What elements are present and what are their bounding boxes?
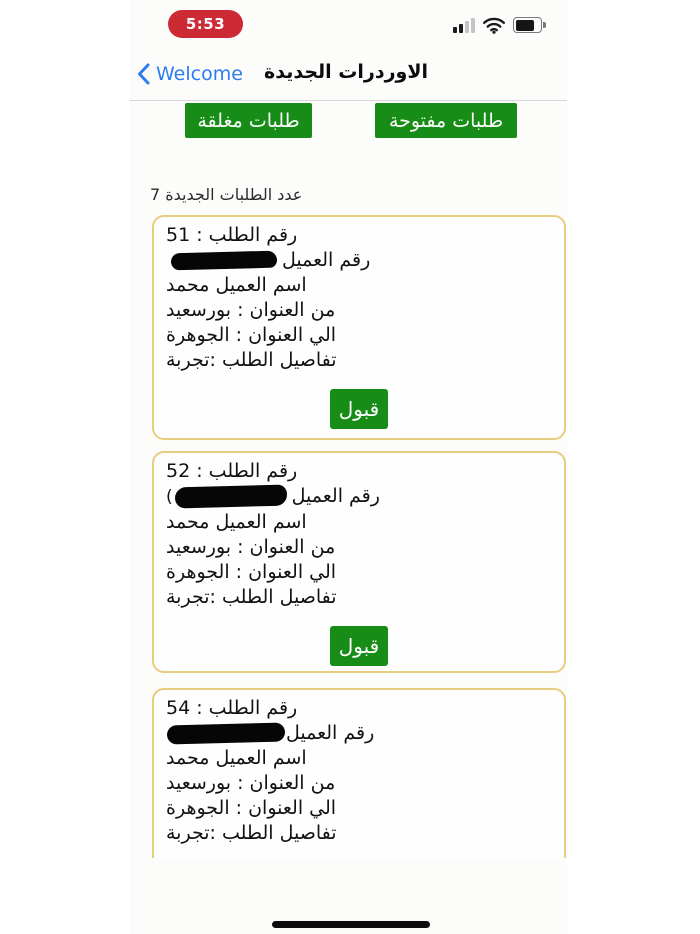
closed-orders-button[interactable]: طلبات مغلقة: [185, 103, 312, 138]
customer-name: اسم العميل محمد: [166, 274, 307, 296]
nav-divider: [130, 100, 567, 101]
wifi-icon: [482, 16, 506, 34]
customer-number-line: [166, 484, 552, 510]
from-address: من العنوان : بورسعيد: [166, 536, 336, 558]
back-button[interactable]: [137, 61, 243, 87]
customer-number-label: رقم العميل: [286, 722, 375, 744]
order-number: رقم الطلب : 51: [166, 224, 298, 246]
accept-button[interactable]: قبول: [330, 389, 388, 429]
customer-number-line: [166, 721, 552, 746]
status-time: 5:53: [185, 15, 226, 33]
back-chevron-icon: [137, 63, 150, 85]
order-number: رقم الطلب : 52: [166, 460, 298, 482]
open-orders-button[interactable]: طلبات مفتوحة: [375, 103, 517, 138]
back-button-label: Welcome: [156, 63, 243, 85]
order-card: [152, 215, 566, 440]
customer-number-label: رقم العميل: [291, 485, 380, 507]
to-address: الي العنوان : الجوهرة: [166, 797, 337, 819]
page-title: الاوردرات الجديدة: [264, 61, 428, 83]
battery-icon: [513, 17, 542, 33]
recording-time-pill[interactable]: [168, 10, 243, 38]
customer-name: اسم العميل محمد: [166, 511, 307, 533]
phone-screen: [130, 0, 567, 934]
cellular-signal-icon: [453, 17, 475, 33]
order-details: تفاصيل الطلب :تجربة: [166, 586, 337, 608]
redaction-blob: [171, 251, 277, 271]
order-card: [152, 688, 566, 858]
customer-number-line: [166, 248, 552, 273]
order-details: تفاصيل الطلب :تجربة: [166, 822, 337, 844]
to-address: الي العنوان : الجوهرة: [166, 561, 337, 583]
order-card-clipped-region: [152, 688, 566, 858]
order-details: تفاصيل الطلب :تجربة: [166, 349, 337, 371]
redaction-blob: [174, 485, 287, 509]
new-orders-count: عدد الطلبات الجديدة 7: [150, 185, 303, 204]
customer-number-label: رقم العميل: [282, 249, 371, 271]
status-icons: [453, 14, 553, 36]
to-address: الي العنوان : الجوهرة: [166, 324, 337, 346]
from-address: من العنوان : بورسعيد: [166, 772, 336, 794]
accept-button[interactable]: قبول: [330, 626, 388, 666]
customer-name: اسم العميل محمد: [166, 747, 307, 769]
from-address: من العنوان : بورسعيد: [166, 299, 336, 321]
redaction-blob: [167, 722, 285, 744]
order-card: [152, 451, 566, 673]
home-indicator[interactable]: [272, 921, 430, 928]
order-number: رقم الطلب : 54: [166, 697, 298, 719]
visible-paren: (: [166, 487, 173, 507]
